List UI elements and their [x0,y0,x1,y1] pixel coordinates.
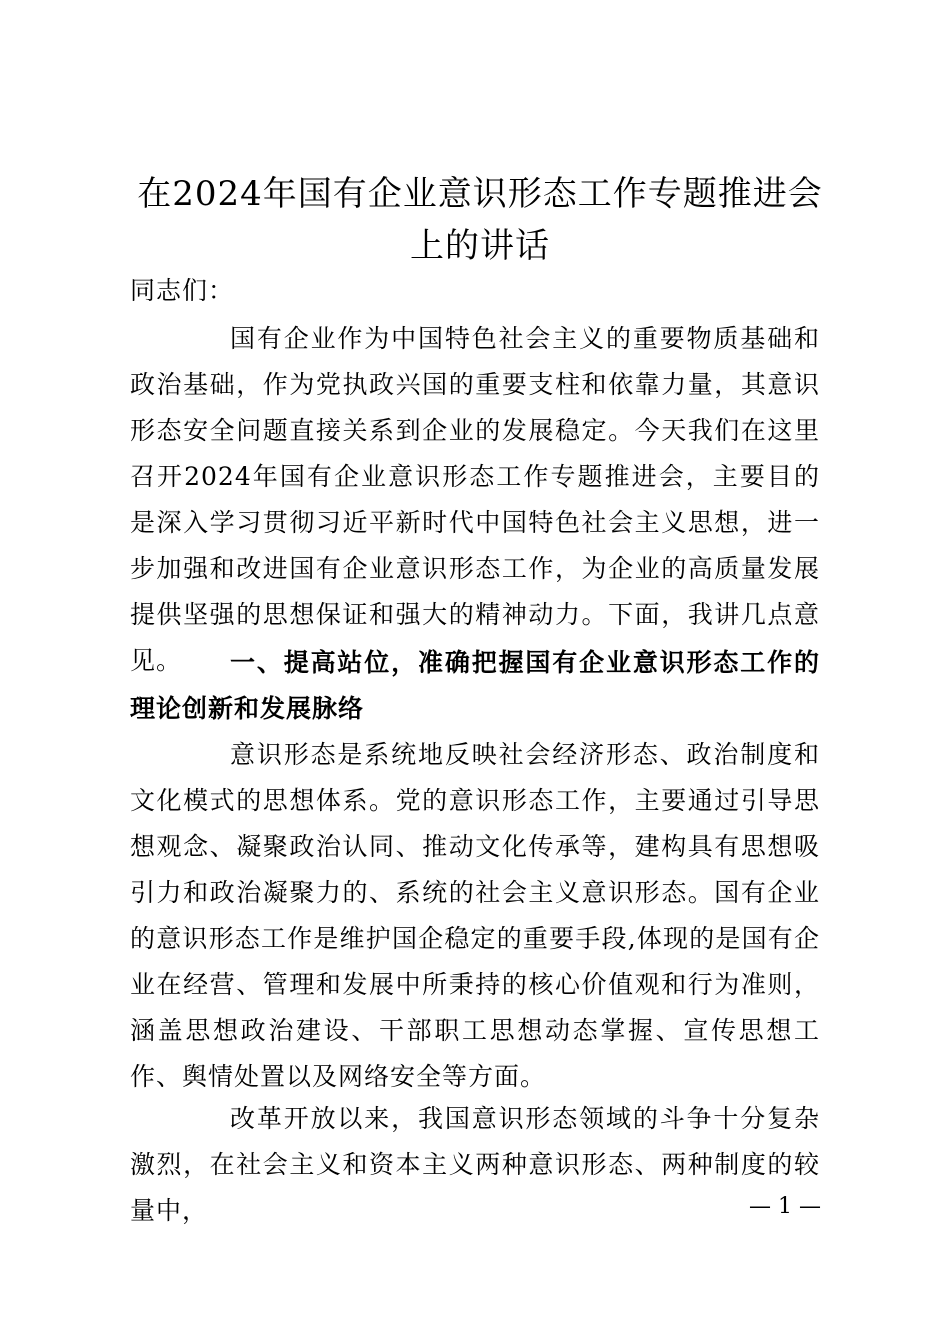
paragraph-intro: 国有企业作为中国特色社会主义的重要物质基础和政治基础，作为党执政兴国的重要支柱和依靠力量，其意识形态安全问题直接关系到企业的发展稳定。今天我们在这里召开2024年国有企业意识形态工作专题推进会，主要目的是深入学习贯彻习近平新时代中国特色社会主义思想，进一步加强和改进国有企业意识形态工作，为企业的高质量发展提供坚强的思想保证和强大的精神动力。下面，我讲几点意见。 [130,324,820,675]
paragraph-ideology-definition: 意识形态是系统地反映社会经济形态、政治制度和文化模式的思想体系。党的意识形态工作，主要通过引导思想观念、凝聚政治认同、推动文化传承等，建构具有思想吸引力和政治凝聚力的、系统的社会主义意识形态。国有企业的意识形态工作是维护国企稳定的重要手段,体现的是国有企业在经营、管理和发展中所秉持的核心价值观和行为准则，涵盖思想政治建设、干部职工思想动态掌握、宣传思想工作、舆情处置以及网络安全等方面。 [130,740,820,1091]
paragraph-reform-opening: 改革开放以来，我国意识形态领域的斗争十分复杂激烈，在社会主义和资本主义两种意识形态、两种制度的较量中， [130,1104,820,1225]
section-heading-1: 一、提高站位，准确把握国有企业意识形态工作的理论创新和发展脉络 [130,648,820,723]
document-title: 在2024年国有企业意识形态工作专题推进会上的讲话 [137,174,823,266]
page-number: — 1 — [749,1194,821,1219]
salutation: 同志们： [130,276,235,305]
